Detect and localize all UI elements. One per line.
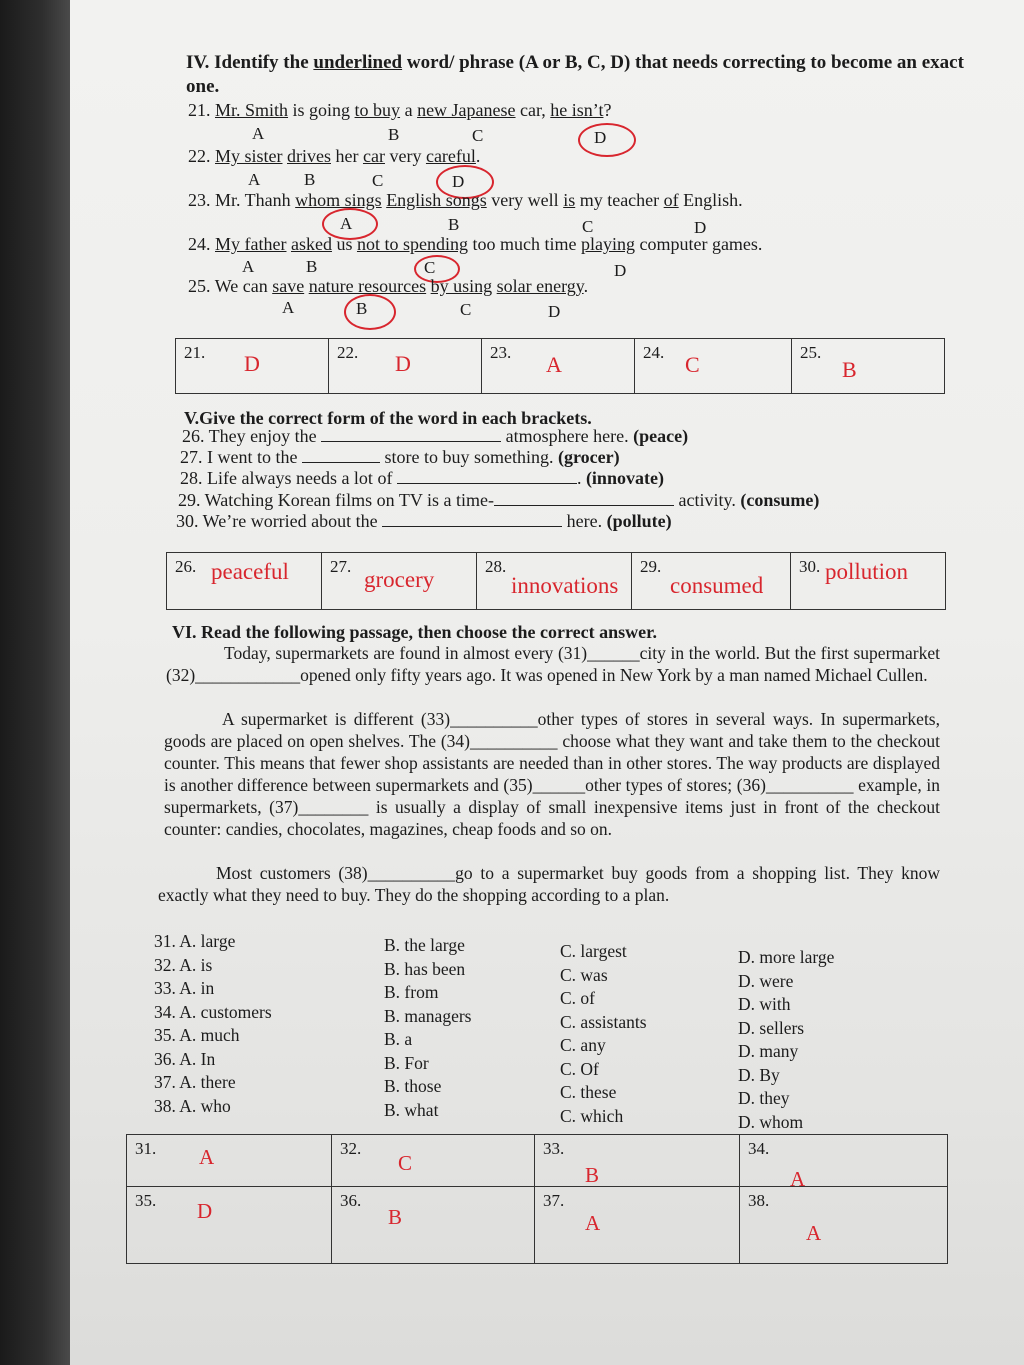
label-a: A <box>242 257 255 276</box>
label-b: B <box>448 215 460 234</box>
label-c: C <box>424 258 436 277</box>
label-d: D <box>548 302 561 321</box>
options-column-c: C. largest C. was C. of C. assistants C. any C. Of C. these C. which <box>560 941 647 1126</box>
answer-cell: 31. A <box>127 1135 332 1187</box>
answer-circle <box>344 294 396 330</box>
label-b: B <box>304 170 316 189</box>
question-23: 23. Mr. Thanh whom sings English songs very well is my teacher of English. <box>188 190 743 210</box>
label-b: B <box>388 125 400 144</box>
section-iv-title-cont: one. <box>186 76 220 97</box>
label-b: B <box>356 299 368 318</box>
answer-table-iv <box>175 338 945 394</box>
answer-table-v <box>166 552 946 610</box>
label-d: D <box>452 172 465 191</box>
question-24: 24. My father asked us not to spending too much time playing computer games. <box>188 234 763 254</box>
label-a: A <box>248 170 261 189</box>
answer-cell: 38. A <box>740 1187 948 1264</box>
answer-cell: 35. D <box>127 1187 332 1264</box>
question-21: 21. Mr. Smith is going to buy a new Japanese car, he isn’t? <box>188 100 612 120</box>
options-column-a: 31. A. large 32. A. is 33. A. in 34. A. customers 35. A. much 36. A. In 37. A. there 38. A. who <box>154 931 272 1116</box>
section-v-title: V.Give the correct form of the word in each brackets. <box>184 408 592 428</box>
question-22: 22. My sister drives her car very careful. <box>188 146 481 166</box>
answer-cell: 30. pollution <box>791 553 946 610</box>
label-c: C <box>372 171 384 190</box>
label-d: D <box>694 218 707 237</box>
binder-edge <box>0 0 70 1365</box>
options-column-d: D. more large D. were D. with D. sellers D. many D. By D. they D. whom <box>738 947 835 1132</box>
options-column-b: B. the large B. has been B. from B. managers B. a B. For B. those B. what <box>384 935 472 1120</box>
answer-cell: 33. B <box>535 1135 740 1187</box>
label-d: D <box>614 261 627 280</box>
answer-cell: 23. A <box>482 339 635 394</box>
section-vi-title: VI. Read the following passage, then choose the correct answer. <box>172 622 657 642</box>
question-29: 29. Watching Korean films on TV is a time- activity. (consume) <box>178 490 820 510</box>
answer-cell: 24. C <box>635 339 792 394</box>
passage-paragraph-3: Most customers (38)__________go to a supermarket buy goods from a shopping list. They know exactly what they need to buy. They do the shopping according to a plan. <box>158 863 940 905</box>
answer-cell: 26. peaceful <box>167 553 322 610</box>
answer-cell: 27. grocery <box>322 553 477 610</box>
answer-cell: 36. B <box>332 1187 535 1264</box>
answer-circle <box>578 123 636 157</box>
answer-table-vi <box>126 1134 948 1264</box>
section-iv-title: IV. Identify the underlined word/ phrase (A or B, C, D) that needs correcting to become an exact <box>186 52 964 73</box>
label-a: A <box>252 124 265 143</box>
label-c: C <box>460 300 472 319</box>
question-26: 26. They enjoy the atmosphere here. (peace) <box>182 426 689 446</box>
label-d: D <box>594 128 607 147</box>
answer-cell: 28. innovations <box>477 553 632 610</box>
worksheet-page <box>70 0 1024 1365</box>
label-c: C <box>472 126 484 145</box>
question-27: 27. I went to the store to buy something. (grocer) <box>180 447 620 467</box>
label-c: C <box>582 217 594 236</box>
answer-cell: 25. B <box>792 339 945 394</box>
answer-cell: 29. consumed <box>632 553 791 610</box>
passage-paragraph-2: A supermarket is different (33)__________other types of stores in several ways. In supermarkets, goods are placed on open shelves. The (34)__________ choose what they want and take them to the checkout counter. This means that fewer shop assistants are needed than in other stores. The way products are displayed is another difference between supermarkets and (35)______other types of stores; (36)__________ example, in supermarkets, (37)________ is usually a display of small inexpensive items just in front of the checkout counter: candies, chocolates, magazines, cheap foods and so on. <box>164 709 940 839</box>
label-a: A <box>282 298 295 317</box>
label-a: A <box>340 214 353 233</box>
answer-cell: 34. A <box>740 1135 948 1187</box>
label-b: B <box>306 257 318 276</box>
answer-cell: 32. C <box>332 1135 535 1187</box>
answer-cell: 21. D <box>176 339 329 394</box>
answer-cell: 22. D <box>329 339 482 394</box>
question-30: 30. We’re worried about the here. (pollute) <box>176 511 672 531</box>
passage-paragraph-1: Today, supermarkets are found in almost every (31)______city in the world. But the first supermarket (32)____________opened only fifty years ago. It was opened in New York by a man named Michael Cullen. <box>166 643 940 685</box>
answer-cell: 37. A <box>535 1187 740 1264</box>
question-25: 25. We can save nature resources by using solar energy. <box>188 276 589 296</box>
question-28: 28. Life always needs a lot of . (innovate) <box>180 468 664 488</box>
